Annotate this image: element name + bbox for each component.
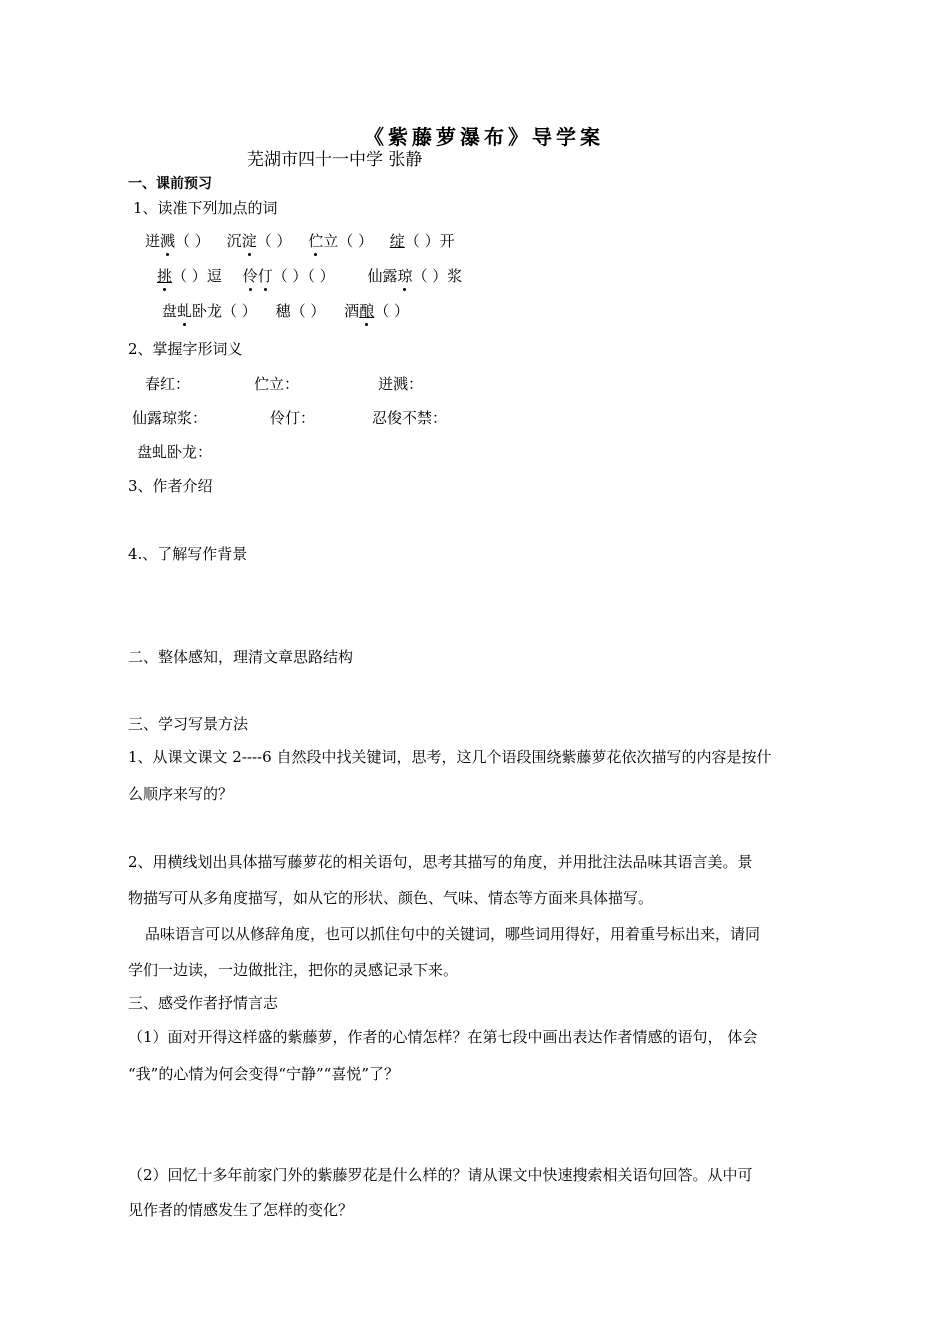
- vocab-chunhong: 春红：: [145, 375, 191, 393]
- section1-heading: 一、课前预习: [128, 176, 212, 192]
- q4-label: 4.、了解写作背景: [128, 545, 248, 563]
- pinyin-row-3: [162, 301, 409, 321]
- word-sui: 穗（ ）: [275, 302, 326, 320]
- pinyin-row-2: [157, 266, 462, 286]
- q1-label: 1、读准下列加点的词: [133, 199, 278, 217]
- section3-heading: 三、学习写景方法: [128, 715, 249, 733]
- word-panqiu: 盘虬卧龙（ ）: [162, 302, 257, 320]
- vocab-renjunbujin: 忍俊不禁：: [372, 409, 448, 427]
- section3-p2-line1: 2、用横线划出具体描写藤萝花的相关语句，思考其描写的角度，并用批注法品味其语言美。景: [128, 853, 753, 871]
- section4-q2-line1: （2）回忆十多年前家门外的紫藤罗花是什么样的？请从课文中快速搜索相关语句回答。从中可: [128, 1166, 753, 1184]
- section4-heading: 三、感受作者抒情言志: [128, 994, 279, 1012]
- section3-p2-line2: 物描写可从多角度描写，如从它的形状、颜色、气味、情态等方面来具体描写。: [128, 889, 654, 907]
- vocab-lingding: 伶仃：: [270, 409, 316, 427]
- vocab-panqiuwolong: 盘虬卧龙：: [137, 443, 213, 461]
- word-qiongjiang: 仙露琼（ ）浆: [367, 267, 463, 285]
- section2-heading: 二、整体感知，理清文章思路结构: [128, 648, 354, 666]
- author-line: 芜湖市四十一中学 张静: [247, 150, 423, 170]
- word-jiuniang: 酒酿（ ）: [344, 302, 409, 320]
- section3-p1-line2: 么顺序来写的？: [128, 785, 234, 803]
- section3-p1-line1: 1、从课文课文 2----6 自然段中找关键词，思考，这几个语段围绕紫藤萝花依次描写的内容是按什: [128, 748, 772, 766]
- section4-q1-line2: “我”的心情为何会变得“宁静”“喜悦”了？: [128, 1065, 400, 1083]
- vocab-xianluqiongjiang: 仙露琼浆：: [132, 409, 208, 427]
- section4-q2-line2: 见作者的情感发生了怎样的变化？: [128, 1201, 354, 1219]
- q3-label: 3、作者介绍: [128, 477, 213, 495]
- word-bengjian: 迸溅（ ）: [145, 232, 210, 250]
- vocab-bengjian: 迸溅：: [378, 375, 424, 393]
- section4-q1-line1: （1）面对开得这样盛的紫藤萝，作者的心情怎样？在第七段中画出表达作者情感的语句， 体会: [128, 1028, 758, 1046]
- vocab-zhuli: 伫立：: [254, 375, 300, 393]
- word-chendian: 沉淀（ ）: [226, 232, 292, 250]
- word-zhuli: 伫立（ ）: [308, 232, 373, 250]
- q2-label: 2、掌握字形词义: [128, 340, 243, 358]
- section3-p2-line4: 学们一边读，一边做批注，把你的灵感记录下来。: [128, 961, 459, 979]
- section3-p2-line3: 品味语言可以从修辞角度，也可以抓住句中的关键词，哪些词用得好，用着重号标出来，请同: [145, 925, 761, 943]
- pinyin-row-1: [145, 231, 455, 251]
- word-lingding: 伶仃（ ）（ ）: [242, 267, 335, 285]
- word-zhankai: 绽（ ）开: [389, 232, 455, 250]
- page-title: 《紫藤萝瀑布》导学案: [364, 125, 604, 149]
- word-tiaodou: 挑（ ）逗: [157, 267, 222, 285]
